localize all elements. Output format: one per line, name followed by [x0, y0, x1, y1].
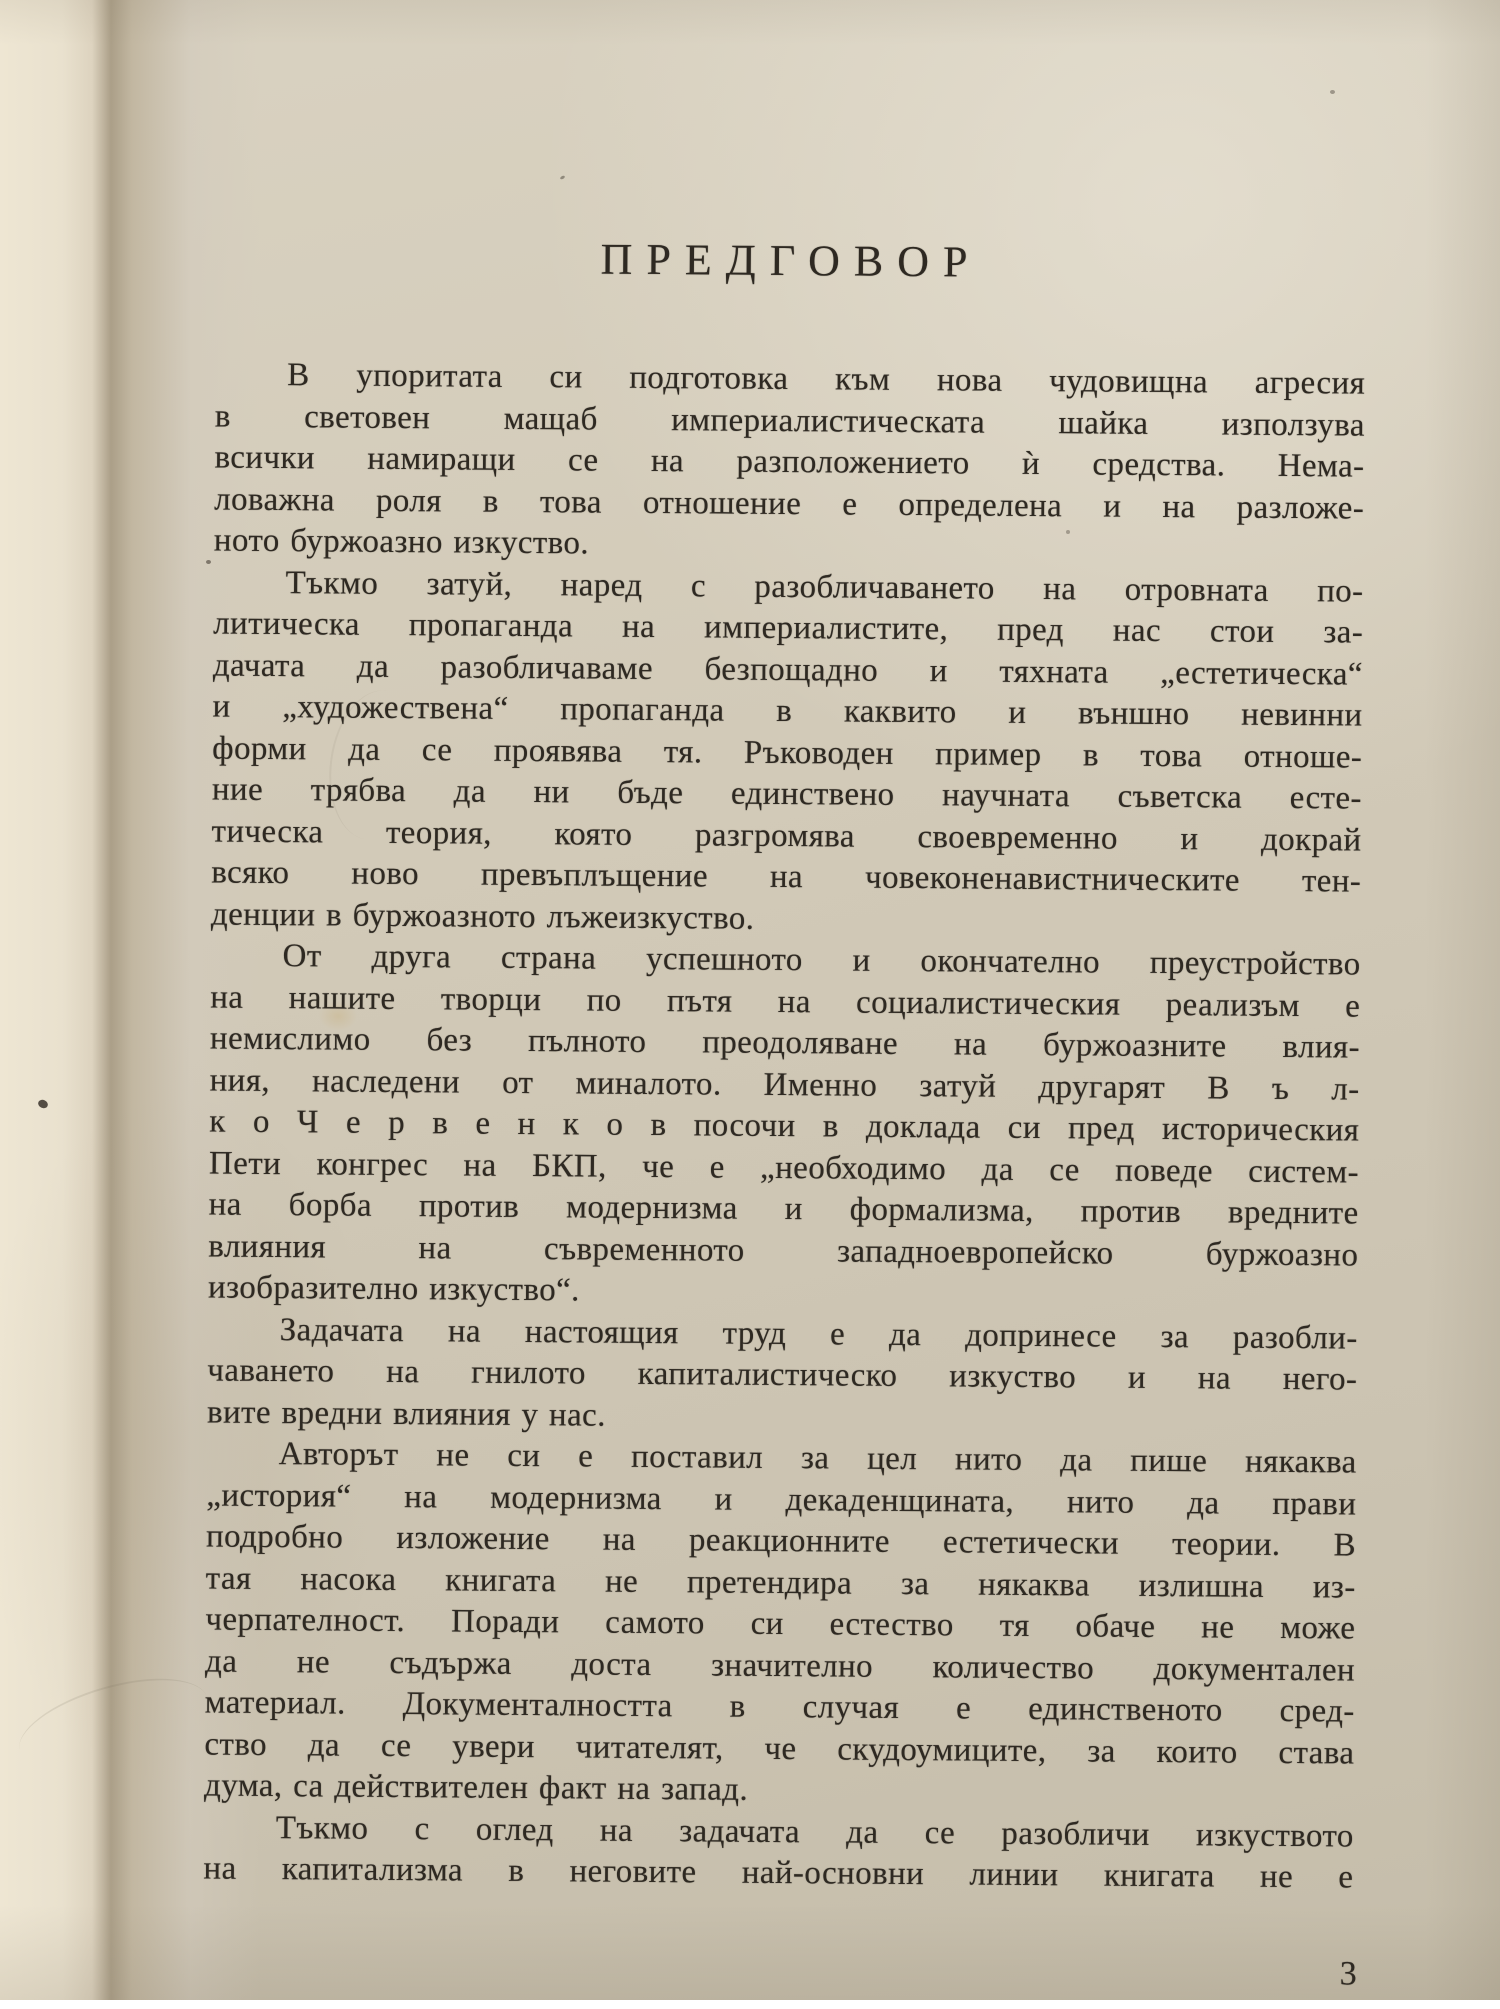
page-title: ПРЕДГОВОР: [600, 234, 982, 287]
text-line: на капитализма в неговите най-основни линии книгата не е: [203, 1850, 1354, 1896]
text-line: Авторът не си е поставил за цел нито да пише някаква: [278, 1436, 1357, 1481]
text-line: влияния на съвременното западноевропейско буржоазно: [208, 1228, 1359, 1274]
text-line: тая насока книгата не претендира за някаква излишна из-: [205, 1560, 1356, 1606]
text-line: да не съдържа доста значително количество документален: [204, 1643, 1356, 1689]
text-line: вите вредни влияния у нас.: [206, 1394, 606, 1434]
text-line: немислимо без пълното преодоляване на буржоазните влия-: [209, 1020, 1361, 1066]
text-line: материал. Документалността в случая е единственото сред-: [204, 1684, 1355, 1730]
text-line: всички намиращи се на разположението ѝ средства. Нема-: [214, 439, 1365, 485]
text-line: дума, са действителен факт на запад.: [203, 1767, 749, 1808]
text-line: ловажна роля в това отношение е определена и на разложе-: [214, 481, 1365, 527]
paragraph: [207, 1309, 1358, 1443]
text-line: литическа пропаганда на империалистите, пред нас стои за-: [213, 605, 1364, 651]
body-text: [203, 355, 1365, 1899]
text-line: на борба против модернизма и формализма, против вредните: [208, 1186, 1359, 1232]
text-line: Задачата на настоящия труд е да допринесе за разобли-: [279, 1311, 1358, 1357]
text-line: на нашите творци по пътя на социалистическия реализъм е: [210, 979, 1361, 1025]
paragraph: [203, 1807, 1354, 1899]
text-line: и „художествена“ пропаганда в каквито и външно невинни: [212, 688, 1363, 734]
text-line: денции в буржоазното лъжеизкуство.: [210, 896, 755, 937]
paragraph: [208, 936, 1361, 1319]
text-line: ното буржоазно изкуство.: [213, 522, 590, 562]
text-line: От друга страна успешното и окончателно преустройство: [282, 938, 1361, 983]
text-line: ство да се увери читателят, че скудоумиците, за които става: [204, 1726, 1355, 1772]
text-line: Пети конгрес на БКП, че е „необходимо да се поведе систем-: [208, 1145, 1360, 1191]
page-number: 3: [1339, 1955, 1357, 1993]
text-line: форми да се проявява тя. Ръководен пример в това отноше-: [212, 730, 1363, 776]
text-line: „история“ на модернизма и декаденщината, нито да прави: [206, 1477, 1357, 1523]
text-line: Тъкмо затуй, наред с разобличаването на отровната по-: [285, 564, 1364, 610]
text-line: к о Ч е р в е н к о в посочи в доклада си пред историческия: [209, 1103, 1360, 1149]
text-line: В упоритата си подготовка към нова чудовищна агресия: [287, 357, 1366, 402]
text-line: черпателност. Поради самото си естество тя обаче не може: [205, 1601, 1356, 1647]
text-line: чаването на гнилото капиталистическо изкуство и на него-: [207, 1352, 1358, 1398]
text-line: подробно изложение на реакционните естетически теории. В: [205, 1518, 1357, 1564]
text-line: изобразително изкуство“.: [207, 1269, 580, 1309]
paragraph: [204, 1434, 1357, 1817]
text-line: всяко ново превъплъщение на човеконенавистническите тен-: [211, 854, 1362, 900]
text-line: тическа теория, която разгромява своевременно и докрай: [211, 813, 1362, 859]
paragraph: [214, 355, 1366, 572]
text-line: ние трябва да ни бъде единствено научната съветска есте-: [211, 771, 1363, 817]
text-line: ния, наследени от миналото. Именно затуй другарят В ъ л-: [209, 1062, 1360, 1108]
text-line: в световен мащаб империалистическата шайка използува: [214, 398, 1365, 444]
paragraph: [211, 562, 1364, 945]
text-line: дачата да разобличаваме безпощадно и тяхната „естетическа“: [212, 647, 1364, 693]
text-line: Тъкмо с оглед на задачата да се разобличи изкуството: [275, 1809, 1354, 1855]
